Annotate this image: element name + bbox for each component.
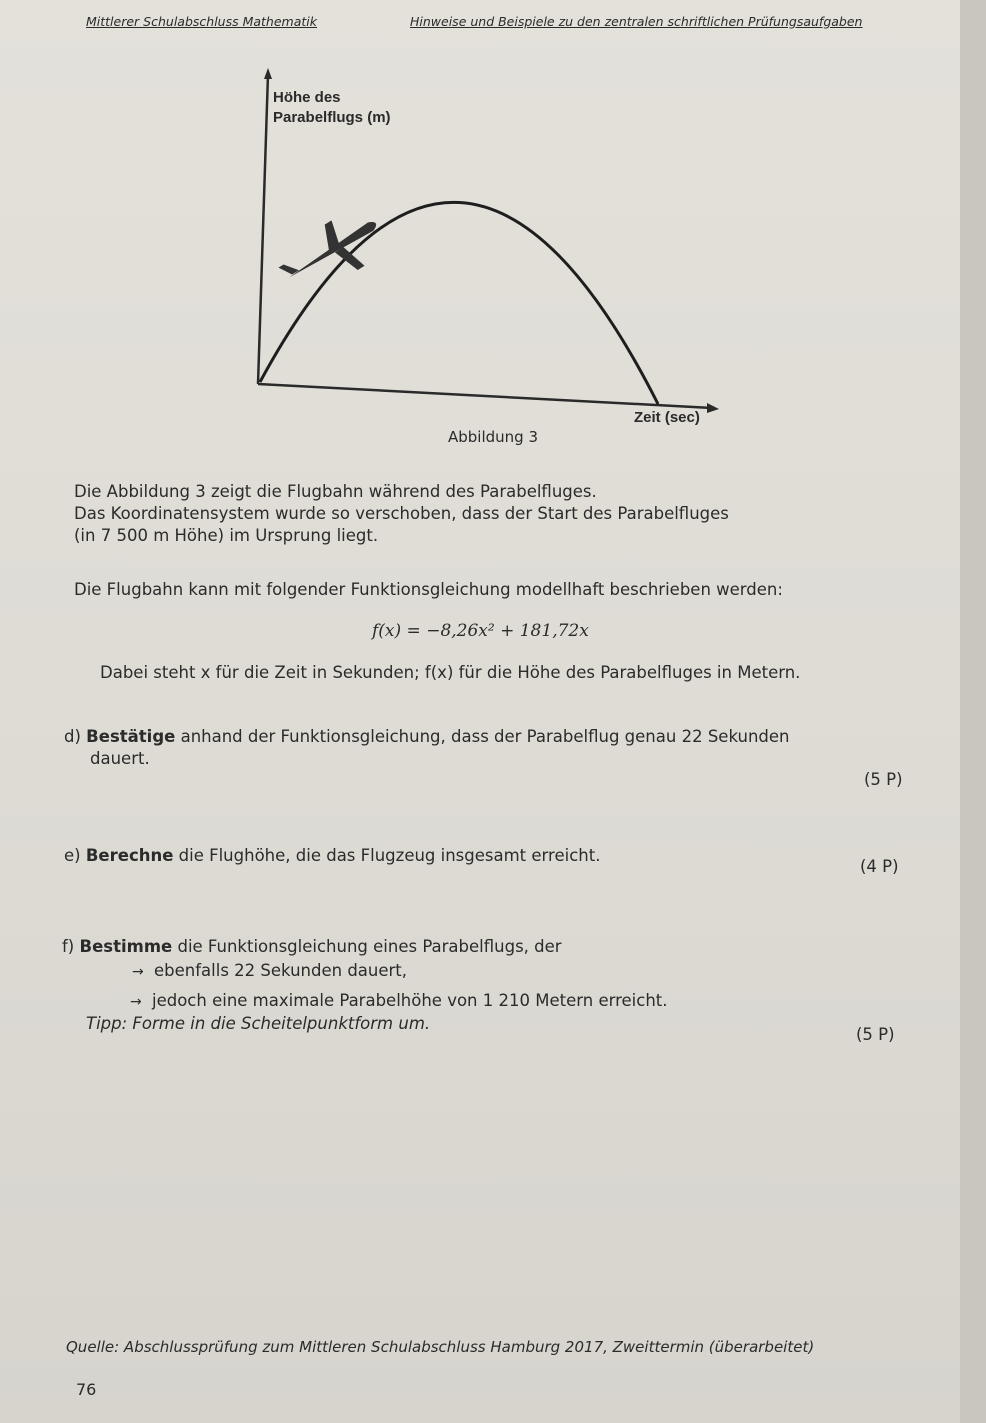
function-formula: f(x) = −8,26x² + 181,72x [372,621,589,641]
intro-line-1: Die Abbildung 3 zeigt die Flugbahn während des Parabelfluges. [74,482,597,501]
arrow-icon: → [130,994,142,1010]
task-d-verb: Bestätige [86,727,176,746]
header-left: Mittlerer Schulabschluss Mathematik [86,14,317,29]
intro-line-2: Das Koordinatensystem wurde so verschoben, dass der Start des Parabelfluges [74,504,729,523]
task-f-points: (5 P) [856,1025,895,1044]
header-right: Hinweise und Beispiele zu den zentralen schriftlichen Prüfungsaufgaben [410,14,863,29]
intro-line-3: (in 7 500 m Höhe) im Ursprung liegt. [74,526,379,545]
x-axis-label: Zeit (sec) [634,409,700,426]
task-d-line2: dauert. [90,749,150,768]
task-e: e) Berechne die Flughöhe, die das Flugzeug insgesamt erreicht. [64,846,601,865]
arrow-icon: → [132,964,144,980]
task-d: d) Bestätige anhand der Funktionsgleichung, dass der Parabelflug genau 22 Sekunden [64,727,790,746]
model-sentence: Die Flugbahn kann mit folgender Funktionsgleichung modellhaft beschrieben werden: [74,580,783,599]
x-axis [258,384,712,408]
y-axis [258,74,268,384]
source-citation: Quelle: Abschlussprüfung zum Mittleren Schulabschluss Hamburg 2017, Zweittermin (überarbeitet) [66,1338,815,1356]
task-f: f) Bestimme die Funktionsgleichung eines Parabelflugs, der [62,937,562,956]
page-header [86,14,946,29]
task-f-verb: Bestimme [79,937,173,956]
y-axis-label-line1: Höhe des [273,89,341,106]
task-e-points: (4 P) [860,857,899,876]
parabola-curve [260,202,658,404]
page-number: 76 [76,1380,97,1399]
task-f-tip: Tipp: Forme in die Scheitelpunktform um. [86,1014,431,1033]
task-e-verb: Berechne [85,846,174,865]
y-axis-arrow [264,68,272,79]
x-axis-arrow [707,403,719,413]
parabola-figure [240,62,740,452]
task-f-bullet-2: → jedoch eine maximale Parabelhöhe von 1 210 Metern erreicht. [130,990,668,1013]
airplane-icon [272,201,392,305]
task-d-points: (5 P) [864,770,903,789]
task-f-bullet-1: → ebenfalls 22 Sekunden dauert, [132,960,407,983]
y-axis-label-line2: Parabelflugs (m) [273,109,391,126]
figure-caption: Abbildung 3 [447,428,538,446]
model-explanation: Dabei steht x für die Zeit in Sekunden; f(x) für die Höhe des Parabelfluges in Metern. [100,663,801,682]
